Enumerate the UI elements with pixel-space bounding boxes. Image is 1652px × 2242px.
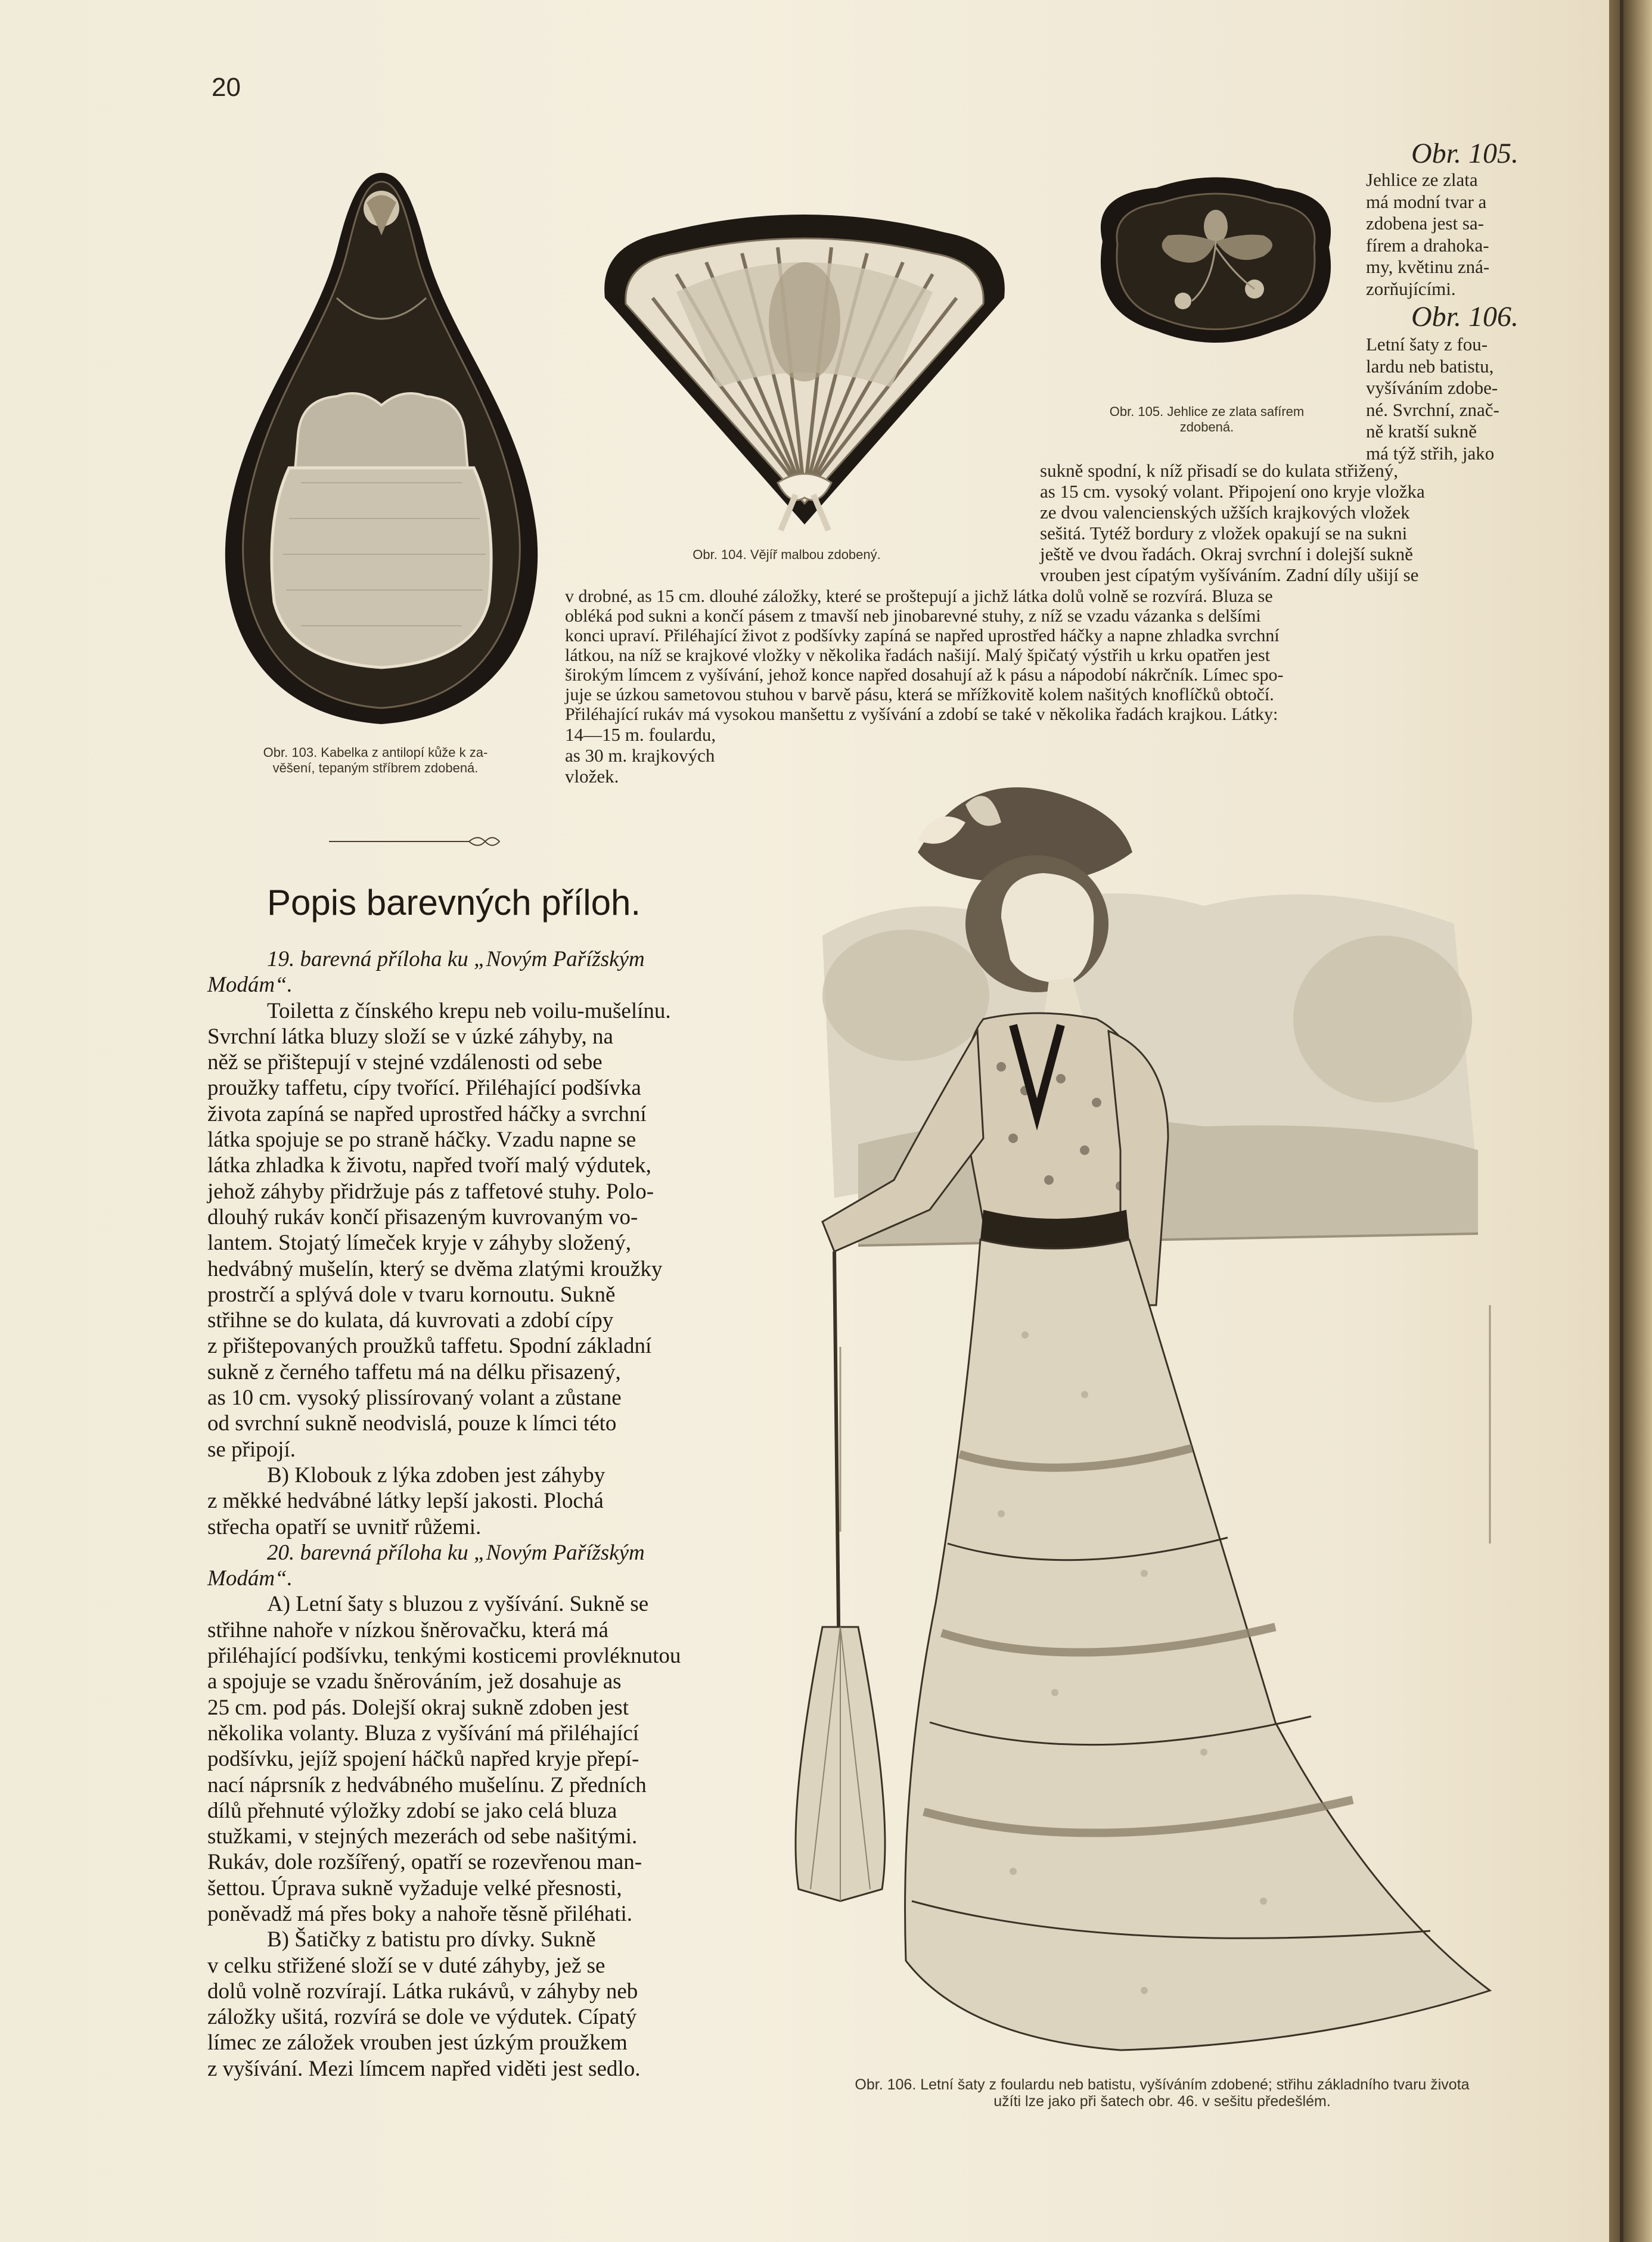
supplement-20-heading-cont: Modám“. bbox=[207, 1566, 293, 1591]
fig106-text-line: vrouben jest cípatým vyšíváním. Zadní díly ušijí se bbox=[1040, 564, 1419, 585]
description-column bbox=[207, 946, 757, 2082]
text-line: z vyšívání. Mezi límcem napřed viděti jest sedlo. bbox=[207, 2056, 641, 2081]
fig106-text-line: Přiléhající rukáv má vysokou manšettu z vyšívání a zdobí se také v několika řadách krajkou. Látky: bbox=[565, 704, 1278, 724]
fig105-caption-line2: zdobená. bbox=[1179, 420, 1234, 434]
fig106-text-line: širokým límcem z vyšívání, jehož konce napřed dosahují až k pásu a nápodobí nákrčník. Límec spo- bbox=[565, 665, 1284, 685]
fig106-text-line: má týž střih, jako bbox=[1366, 442, 1495, 464]
fig105-text-line: má modní tvar a bbox=[1366, 191, 1487, 212]
fig106-text-line: as 15 cm. vysoký volant. Připojení ono kryje vložka bbox=[1040, 481, 1425, 502]
fig106-text-line: ze dvou valencienských užších krajkových vložek bbox=[1040, 502, 1410, 523]
text-line: života zapíná se napřed uprostřed háčky a svrchní bbox=[207, 1101, 647, 1126]
fig106-text-line: 14—15 m. foulardu, bbox=[565, 724, 716, 745]
text-line: šettou. Úprava sukně vyžaduje velké přesnosti, bbox=[207, 1875, 622, 1901]
fig106-text-line: vyšíváním zdobe- bbox=[1366, 377, 1498, 398]
fig106-text-line: juje se úzkou sametovou stuhou v barvě pásu, která se mřížkovitě kolem našitých knoflíčků obtočí. bbox=[565, 685, 1274, 704]
text-line: prostrčí a splývá dole v tvaru kornoutu. Sukně bbox=[207, 1282, 616, 1307]
fig106-tail-text bbox=[565, 724, 785, 787]
fig104-caption: Obr. 104. Vějíř malbou zdobený. bbox=[693, 547, 881, 562]
text-line: B) Šatičky z batistu pro dívky. Sukně bbox=[267, 1927, 596, 1952]
fig103-caption-line1: Obr. 103. Kabelka z antilopí kůže k za- bbox=[263, 745, 488, 760]
pin-illustration bbox=[1085, 170, 1347, 355]
supplement-19-heading: 19. barevná příloha ku „Novým Pařížským bbox=[267, 947, 645, 971]
fig105-text-line: zdobena jest sa- bbox=[1366, 213, 1484, 234]
supplement-19-heading-cont: Modám“. bbox=[207, 973, 293, 998]
text-line: střihne se do kulata, dá kuvrovati a zdobí cípy bbox=[207, 1308, 614, 1333]
text-line: B) Klobouk z lýka zdoben jest záhyby bbox=[267, 1462, 605, 1488]
text-line: záložky ušitá, rozvírá se dole ve výdutek. Cípatý bbox=[207, 2005, 637, 2030]
text-line: dolů volně rozvírají. Látka rukávů, v záhyby neb bbox=[207, 1979, 638, 2004]
fig106-wide-text bbox=[565, 586, 1523, 724]
text-line: límec ze záložek vrouben jest úzkým proužkem bbox=[207, 2030, 628, 2055]
text-line: látka spojuje se po straně háčky. Vzadu napne se bbox=[207, 1128, 636, 1153]
text-line: Svrchní látka bluzy složí se v úzké záhyby, na bbox=[207, 1024, 613, 1049]
text-line: podšívku, jejíž spojení háčků napřed kryje přepí- bbox=[207, 1747, 639, 1772]
text-line: Toiletta z čínského krepu neb voilu-mušelínu. bbox=[267, 998, 671, 1023]
fig106-side-text bbox=[1366, 334, 1522, 464]
text-line: jehož záhyby přidržuje pás z taffetové stuhy. Polo- bbox=[207, 1179, 654, 1204]
ornamental-divider bbox=[329, 833, 508, 850]
text-line: proužky taffetu, cípy tvořící. Přiléhající podšívka bbox=[207, 1076, 641, 1101]
text-line: as 10 cm. vysoký plissírovaný volant a zůstane bbox=[207, 1386, 622, 1411]
fig106-caption-line1: Obr. 106. Letní šaty z foulardu neb batistu, vyšíváním zdobené; střihu základního tvaru života bbox=[855, 2076, 1470, 2093]
text-line: v celku střižené složí se v duté záhyby, jež se bbox=[207, 1953, 605, 1978]
fig103-caption-line2: věšení, tepaným stříbrem zdobená. bbox=[272, 760, 479, 775]
text-line: lantem. Stojatý límeček kryje v záhyby složený, bbox=[207, 1231, 632, 1256]
text-line: z měkké hedvábné látky lepší jakosti. Plochá bbox=[207, 1489, 604, 1514]
text-line: nací náprsník z hedvábného mušelínu. Z předních bbox=[207, 1772, 647, 1797]
text-line: z přištepovaných proužků taffetu. Spodní základní bbox=[207, 1334, 652, 1359]
fig106-text-line: sešitá. Tytéž bordury z vložek opakují se na sukni bbox=[1040, 523, 1408, 544]
fig105-caption-line1: Obr. 105. Jehlice ze zlata safírem bbox=[1109, 404, 1305, 419]
text-line: od svrchní sukně neodvislá, pouze k límci této bbox=[207, 1411, 617, 1436]
fig106-caption bbox=[784, 2076, 1541, 2110]
book-spine bbox=[1609, 0, 1652, 2242]
fig106-heading: Obr. 106. bbox=[1411, 301, 1519, 333]
text-line: a spojuje se vzadu šněrováním, jež dosahuje as bbox=[207, 1669, 622, 1694]
fig106-text-line: ně kratší sukně bbox=[1366, 421, 1477, 442]
text-line: přiléhající podšívku, tenkými kosticemi provléknutou bbox=[207, 1644, 681, 1669]
fig105-heading: Obr. 105. bbox=[1411, 138, 1519, 169]
supplement-20-heading: 20. barevná příloha ku „Novým Pařížským bbox=[267, 1540, 645, 1565]
fig106-text-line: lardu neb batistu, bbox=[1366, 355, 1494, 377]
fig105-text bbox=[1366, 169, 1522, 300]
text-line: se připojí. bbox=[207, 1437, 296, 1462]
fig106-text-line: sukně spodní, k níž přisadí se do kulata střižený, bbox=[1040, 460, 1398, 481]
text-line: stužkami, v stejných mezerách od sebe našitými. bbox=[207, 1824, 638, 1849]
fig106-text-line: ještě ve dvou řadách. Okraj svrchní i dolejší sukně bbox=[1040, 544, 1413, 564]
fig105-text-line: my, květinu zná- bbox=[1366, 256, 1490, 277]
fig105-caption bbox=[1070, 404, 1344, 435]
fig106-text-line: obléká pod sukni a končí pásem z tmavší neb jinobarevné stuhy, z níž se vzadu vázanka s delšími bbox=[565, 606, 1261, 626]
fig106-text-line: né. Svrchní, znač- bbox=[1366, 399, 1499, 420]
section-title: Popis barevných příloh. bbox=[267, 883, 641, 923]
handbag-illustration bbox=[218, 161, 551, 739]
text-line: poněvadž má přes boky a nahoře těsně přiléhati. bbox=[207, 1901, 633, 1926]
text-line: Rukáv, dole rozšířený, opatří se rozevřenou man- bbox=[207, 1850, 642, 1875]
text-line: několika volanty. Bluza z vyšívání má přiléhající bbox=[207, 1721, 639, 1746]
text-line: A) Letní šaty s bluzou z vyšívání. Sukně se bbox=[267, 1592, 649, 1617]
text-line: sukně z černého taffetu má na délku přisazený, bbox=[207, 1359, 621, 1384]
fig106-mid-text bbox=[1040, 460, 1523, 585]
text-line: dílů přehnuté výložky zdobí se jako celá bluza bbox=[207, 1798, 617, 1823]
text-line: střecha opatří se uvnitř růžemi. bbox=[207, 1514, 482, 1539]
text-line: dlouhý rukáv končí přisazeným kuvrovaným vo- bbox=[207, 1204, 638, 1229]
fan-illustration bbox=[581, 209, 1028, 536]
text-line: hedvábný mušelín, který se dvěma zlatými kroužky bbox=[207, 1256, 663, 1281]
fig106-caption-line2: užíti lze jako při šatech obr. 46. v sešitu předešlém. bbox=[993, 2093, 1331, 2110]
text-line: střihne nahoře v nízkou šněrovačku, která má bbox=[207, 1617, 608, 1642]
fig106-text-line: as 30 m. krajkových bbox=[565, 745, 715, 766]
summer-dress-illustration bbox=[787, 769, 1538, 2062]
fig106-text-line: konci upraví. Přiléhající život z podšívky zapíná se napřed uprostřed háčky a napne zhladka svrchní bbox=[565, 626, 1280, 645]
fig106-text-line: vložek. bbox=[565, 766, 619, 787]
fig106-text-line: Letní šaty z fou- bbox=[1366, 334, 1488, 355]
text-line: látka zhladka k životu, napřed tvoří malý výdutek, bbox=[207, 1153, 651, 1178]
page-number: 20 bbox=[212, 73, 241, 102]
text-line: 25 cm. pod pás. Dolejší okraj sukně zdoben jest bbox=[207, 1695, 629, 1720]
fig105-text-line: Jehlice ze zlata bbox=[1366, 169, 1478, 190]
fig106-text-line: látkou, na níž se krajkové vložky v několika řadách našijí. Malý špičatý výstřih u krku opatřen jest bbox=[565, 645, 1271, 665]
text-line: něž se přištepují v stejné vzdálenosti od sebe bbox=[207, 1050, 603, 1075]
fig103-caption bbox=[203, 745, 548, 776]
fig105-text-line: fírem a drahoka- bbox=[1366, 234, 1489, 256]
fig105-text-line: zorňujícími. bbox=[1366, 278, 1456, 299]
fig106-text-line: v drobné, as 15 cm. dlouhé záložky, které se proštepují a jichž látka dolů volně se rozvírá. Bluza se bbox=[565, 586, 1273, 606]
